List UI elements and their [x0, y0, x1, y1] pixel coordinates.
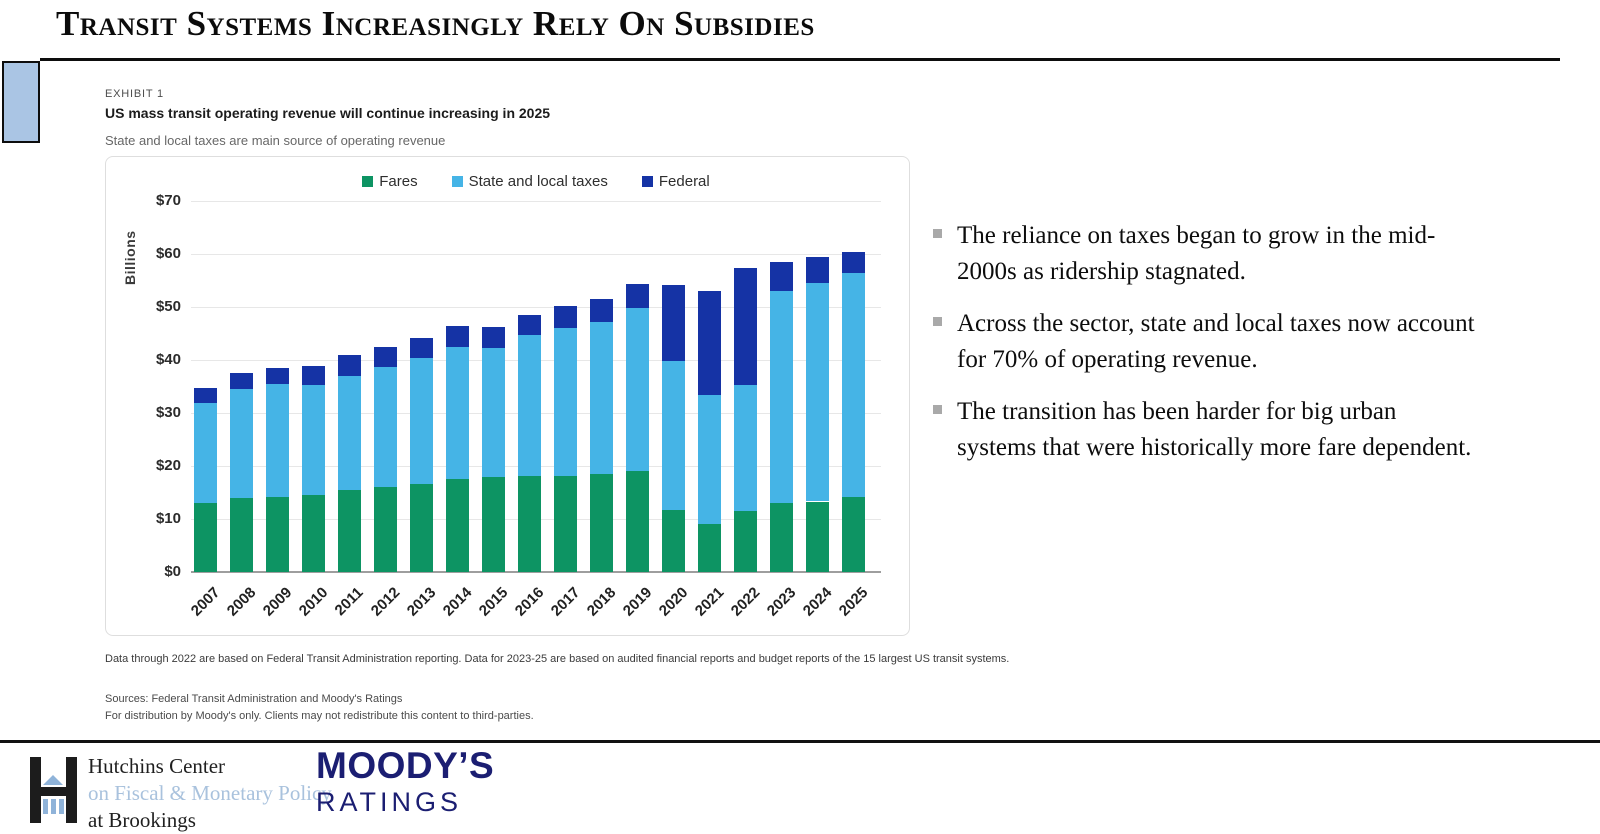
y-tick-label: $10	[155, 510, 181, 527]
x-tick-label: 2011	[331, 584, 368, 620]
bar-segment-federal	[590, 299, 613, 322]
legend-swatch-icon	[452, 176, 463, 187]
bar-segment-fares	[806, 502, 829, 572]
bar-segment-state-and-local-taxes	[698, 395, 721, 524]
legend-item	[642, 173, 710, 190]
bar-segment-state-and-local-taxes	[590, 322, 613, 474]
moodys-line2: RATINGS	[316, 787, 463, 817]
bar-segment-federal	[842, 252, 865, 273]
legend-label: Federal	[658, 173, 710, 190]
moodys-ratings-wordmark	[316, 746, 494, 818]
x-tick-label: 2012	[367, 584, 404, 620]
bar-segment-federal	[554, 306, 577, 327]
bullet-list	[933, 218, 1475, 482]
bar-segment-state-and-local-taxes	[770, 291, 793, 504]
exhibit-label: EXHIBIT 1	[105, 88, 164, 100]
bar-segment-federal	[806, 257, 829, 282]
chart-plot-area	[155, 192, 881, 620]
bar-segment-federal	[302, 366, 325, 386]
bar-segment-fares	[590, 474, 613, 572]
logo-h-crossbar	[40, 787, 67, 796]
bar-segment-federal	[374, 347, 397, 367]
legend-swatch-icon	[642, 176, 653, 187]
moodys-line1: MOODY’S	[316, 745, 495, 786]
bar-segment-state-and-local-taxes	[302, 385, 325, 495]
bar-segment-state-and-local-taxes	[842, 273, 865, 497]
bar-segment-fares	[554, 476, 577, 572]
bar-segment-state-and-local-taxes	[554, 328, 577, 476]
logo-h-right-bar	[66, 757, 77, 823]
bar-segment-fares	[482, 477, 505, 572]
bar-segment-federal	[338, 355, 361, 376]
y-axis-title: Billions	[122, 230, 138, 286]
bullet-text: The reliance on taxes began to grow in the mid-2000s as ridership stagnated.	[957, 222, 1436, 285]
x-tick-label: 2021	[691, 584, 728, 620]
x-tick-label: 2019	[619, 584, 656, 620]
y-tick-label: $30	[155, 404, 181, 421]
x-tick-label: 2008	[223, 584, 260, 620]
chart-panel	[105, 156, 910, 636]
bar-segment-state-and-local-taxes	[410, 358, 433, 484]
bar-segment-fares	[446, 479, 469, 572]
bar-segment-fares	[266, 497, 289, 572]
title-divider	[40, 58, 1560, 61]
bar-segment-federal	[770, 262, 793, 290]
bar-segment-federal	[230, 373, 253, 389]
bullet-text: Across the sector, state and local taxes now account for 70% of operating revenue.	[957, 310, 1475, 373]
y-tick-label: $20	[155, 457, 181, 474]
legend-swatch-icon	[362, 176, 373, 187]
chart-legend	[191, 173, 881, 190]
exhibit-subtitle: State and local taxes are main source of operating revenue	[105, 133, 446, 148]
x-tick-label: 2016	[511, 584, 548, 620]
chart-disclaimer: For distribution by Moody's only. Clients may not redistribute this content to third-parties.	[105, 710, 534, 722]
bullet-square-icon	[933, 317, 942, 326]
logo-pillar-icon	[59, 799, 64, 814]
hutchins-line2: on Fiscal & Monetary Policy	[88, 781, 332, 805]
y-tick-label: $0	[164, 563, 181, 580]
bar-segment-fares	[230, 498, 253, 572]
y-tick-label: $40	[155, 351, 181, 368]
bar-segment-state-and-local-taxes	[374, 367, 397, 487]
bar-segment-federal	[446, 326, 469, 347]
bar-segment-fares	[698, 524, 721, 572]
hutchins-center-logo-icon	[30, 757, 77, 823]
y-tick-label: $60	[155, 245, 181, 262]
x-tick-label: 2014	[439, 584, 476, 620]
slide-accent-square	[2, 61, 40, 143]
bullet-square-icon	[933, 229, 942, 238]
x-tick-label: 2007	[187, 584, 224, 620]
bar-segment-federal	[734, 268, 757, 385]
bar-segment-fares	[410, 484, 433, 572]
bar-segment-state-and-local-taxes	[734, 385, 757, 511]
bar-segment-state-and-local-taxes	[230, 389, 253, 498]
x-tick-label: 2010	[295, 584, 332, 620]
bar-segment-state-and-local-taxes	[482, 348, 505, 477]
bullet-item	[933, 306, 1475, 378]
gridline	[191, 201, 881, 202]
bar-segment-fares	[662, 510, 685, 572]
bar-segment-state-and-local-taxes	[194, 403, 217, 503]
hutchins-line1: Hutchins Center	[88, 754, 226, 778]
y-tick-label: $70	[155, 192, 181, 209]
x-tick-label: 2023	[763, 584, 800, 620]
bar-segment-federal	[698, 291, 721, 395]
x-tick-label: 2015	[475, 584, 512, 620]
bar-segment-fares	[626, 471, 649, 572]
exhibit-title: US mass transit operating revenue will continue increasing in 2025	[105, 105, 551, 121]
bar-segment-fares	[518, 476, 541, 572]
hutchins-center-wordmark	[88, 753, 332, 834]
bar-segment-state-and-local-taxes	[266, 384, 289, 497]
bar-segment-state-and-local-taxes	[806, 283, 829, 502]
bar-segment-federal	[482, 327, 505, 349]
bar-segment-state-and-local-taxes	[518, 335, 541, 476]
chart-footnote: Data through 2022 are based on Federal Transit Administration reporting. Data for 2023-25 are based on audited financial reports and budget reports of the 15 largest US transit systems.	[105, 653, 1010, 665]
bar-segment-fares	[338, 490, 361, 572]
bar-segment-state-and-local-taxes	[446, 347, 469, 479]
logo-pillar-icon	[51, 799, 56, 814]
x-tick-label: 2024	[799, 584, 836, 620]
bar-segment-fares	[374, 487, 397, 572]
x-tick-label: 2025	[835, 584, 872, 620]
x-tick-label: 2013	[403, 584, 440, 620]
bar-segment-fares	[770, 503, 793, 572]
legend-label: State and local taxes	[468, 173, 608, 190]
bar-segment-federal	[194, 388, 217, 404]
y-tick-label: $50	[155, 298, 181, 315]
gridline	[191, 254, 881, 255]
chart-sources: Sources: Federal Transit Administration and Moody's Ratings	[105, 693, 403, 705]
bar-segment-federal	[266, 368, 289, 384]
bar-segment-federal	[626, 284, 649, 308]
x-tick-label: 2017	[547, 584, 584, 620]
footer-divider	[0, 740, 1600, 743]
page-title: Transit Systems Increasingly Rely On Subsidies	[56, 4, 815, 43]
bar-segment-fares	[842, 497, 865, 572]
x-tick-label: 2020	[655, 584, 692, 620]
bar-segment-fares	[194, 503, 217, 572]
logo-pillar-icon	[43, 799, 48, 814]
hutchins-line3: at Brookings	[88, 808, 196, 832]
bar-segment-fares	[302, 495, 325, 572]
logo-capitol-roof-icon	[43, 775, 63, 785]
bar-segment-state-and-local-taxes	[626, 308, 649, 471]
legend-item	[362, 173, 417, 190]
bar-segment-federal	[518, 315, 541, 335]
legend-label: Fares	[379, 173, 418, 190]
bar-segment-federal	[410, 338, 433, 359]
bar-segment-fares	[734, 511, 757, 572]
bullet-item	[933, 394, 1475, 466]
legend-item	[452, 173, 608, 190]
bullet-text: The transition has been harder for big urban systems that were historically more fare dependent.	[957, 398, 1472, 461]
bar-segment-state-and-local-taxes	[662, 361, 685, 510]
x-tick-label: 2018	[583, 584, 620, 620]
bar-segment-state-and-local-taxes	[338, 376, 361, 490]
x-tick-label: 2009	[259, 584, 296, 620]
bullet-item	[933, 218, 1475, 290]
bullet-square-icon	[933, 405, 942, 414]
bar-segment-federal	[662, 285, 685, 361]
x-tick-label: 2022	[727, 584, 764, 620]
